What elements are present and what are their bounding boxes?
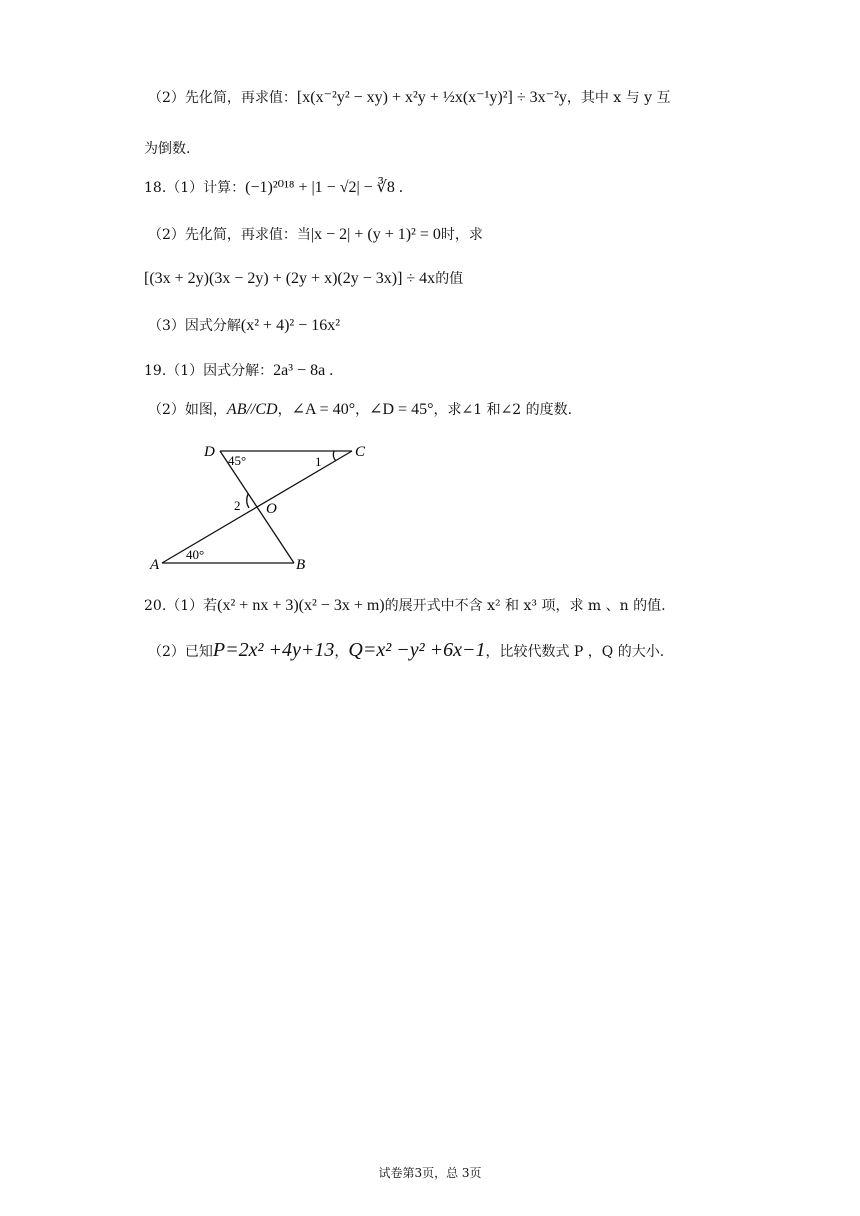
angle-2-arc bbox=[247, 494, 249, 508]
problem-19-2-sep-2: ， bbox=[355, 402, 370, 418]
problem-18-3-expression: (x² + 4)² − 16x² bbox=[240, 317, 341, 334]
problem-18-2-condition: |x − 2| + (y + 1)² = 0 bbox=[310, 226, 441, 243]
problem-17-2-continuation: 为倒数. bbox=[144, 141, 191, 157]
point-b-label: B bbox=[296, 557, 306, 573]
problem-18-2-expression-line bbox=[144, 271, 463, 287]
problem-18-1 bbox=[144, 180, 403, 196]
angle-a-label: 40° bbox=[186, 547, 205, 562]
problem-18-2-condition-tail: 时，求 bbox=[440, 227, 483, 243]
point-c-label: C bbox=[355, 444, 366, 460]
problem-20-1 bbox=[144, 598, 666, 614]
problem-20-2-sep: ， bbox=[334, 644, 349, 660]
problem-18-1-expression: (−1)²⁰¹⁸ + |1 − √2| − ∛8 . bbox=[245, 179, 403, 196]
page-footer: 试卷第3页，总 3页 bbox=[378, 1166, 482, 1180]
problem-20-2-tail: ，比较代数式 P ，Q 的大小. bbox=[485, 644, 665, 660]
problem-18-1-label: 18.（1）计算： bbox=[144, 180, 246, 196]
problem-19-2-label: （2）如图， bbox=[148, 402, 227, 418]
angle-1-arc bbox=[333, 451, 336, 461]
problem-19-2-angle-d: ∠D = 45° bbox=[369, 401, 434, 418]
problem-18-2-expression: [(3x + 2y)(3x − 2y) + (2y + x)(2y − 3x)] ÷ 4x bbox=[144, 270, 436, 287]
angle-1-label: 1 bbox=[315, 454, 322, 469]
problem-19-1 bbox=[144, 363, 333, 379]
problem-19-1-label: 19.（1）因式分解： bbox=[144, 363, 274, 379]
problem-20-2-label: （2）已知 bbox=[148, 644, 213, 660]
problem-19-2-angle-a: ∠A = 40° bbox=[291, 401, 356, 418]
problem-18-3-label: （3）因式分解 bbox=[148, 318, 241, 334]
angle-d-label: 45° bbox=[228, 453, 247, 468]
problem-20-1-expression: (x² + nx + 3)(x² − 3x + m) bbox=[217, 597, 385, 614]
problem-19-1-expression: 2a³ − 8a . bbox=[273, 362, 334, 379]
problem-18-2-label: （2）先化简，再求值：当 bbox=[148, 227, 311, 243]
geometry-figure bbox=[148, 438, 378, 574]
problem-19-2-parallel: AB//CD bbox=[226, 401, 278, 418]
problem-20-2-expression-p: P=2x² +4y+13 bbox=[212, 639, 335, 661]
problem-20-1-tail: 的展开式中不含 x² 和 x³ 项，求 m 、n 的值. bbox=[384, 598, 666, 614]
problem-18-2-tail: 的值 bbox=[435, 271, 464, 287]
problem-20-2 bbox=[148, 640, 664, 660]
point-o-label: O bbox=[266, 501, 277, 517]
point-d-label: D bbox=[204, 444, 215, 460]
point-a-label: A bbox=[150, 557, 160, 573]
problem-19-2 bbox=[148, 402, 572, 418]
angle-2-label: 2 bbox=[234, 498, 241, 513]
problem-17-2-label: （2）先化简，再求值： bbox=[148, 90, 297, 106]
problem-20-1-label: 20.（1）若 bbox=[144, 598, 218, 614]
problem-18-3 bbox=[148, 318, 340, 334]
problem-20-2-expression-q: Q=x² −y² +6x−1 bbox=[348, 639, 486, 661]
problem-17-2 bbox=[148, 90, 670, 106]
problem-19-2-sep-1: ， bbox=[277, 402, 292, 418]
problem-17-2-condition: ，其中 x 与 y 互 bbox=[566, 90, 671, 106]
problem-18-2 bbox=[148, 227, 483, 243]
problem-17-2-expression: [x(x⁻²y² − xy) + x²y + ½x(x⁻¹y)²] ÷ 3x⁻²y bbox=[296, 89, 567, 106]
problem-19-2-tail: ，求∠1 和∠2 的度数. bbox=[433, 402, 573, 418]
